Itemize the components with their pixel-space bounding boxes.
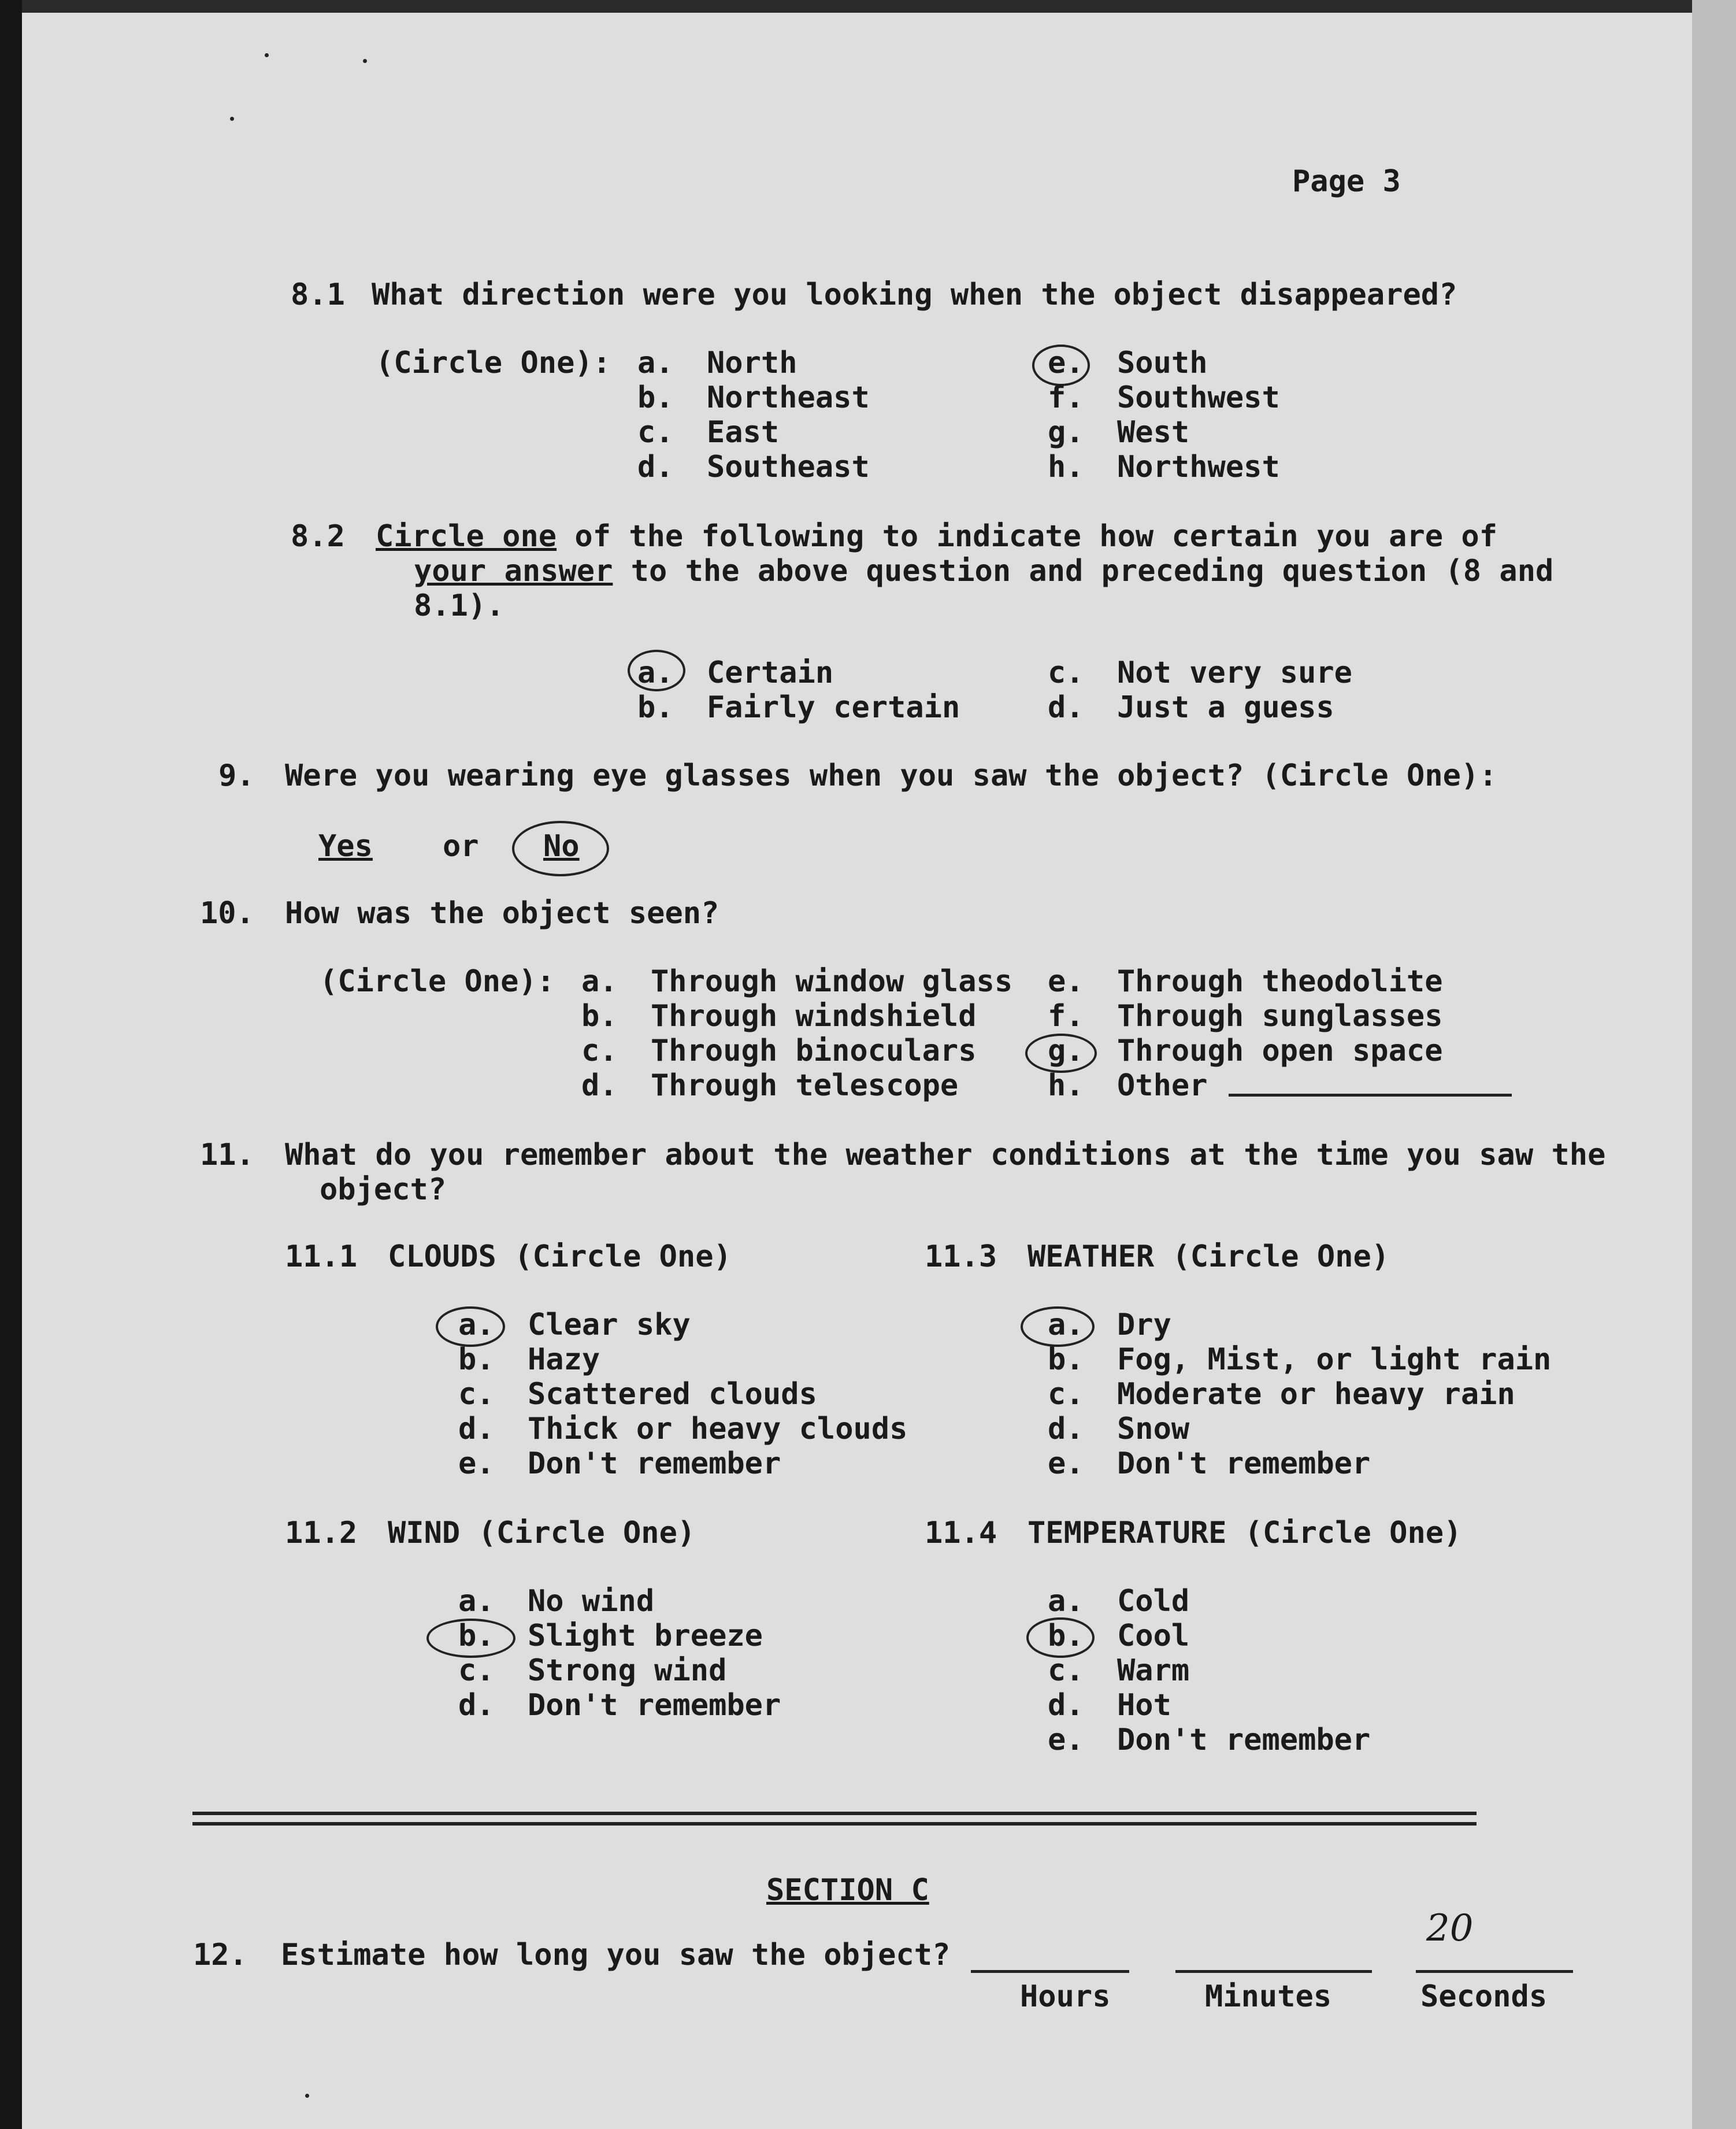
q10-text: How was the object seen? (285, 896, 719, 931)
wind-option-letter: d. (458, 1688, 495, 1723)
q8-1-option-letter: a. (637, 346, 674, 380)
q8-2-number: 8.2 (291, 519, 345, 554)
q8-2-option-letter: d. (1048, 690, 1084, 725)
q11-4-number: 11.4 (925, 1516, 997, 1550)
temperature-option-cold: Cold (1117, 1584, 1190, 1619)
q8-1-option-south: South (1117, 346, 1208, 380)
weather-option-dont-remember: Don't remember (1117, 1446, 1371, 1481)
wind-option-dont-remember: Don't remember (528, 1688, 781, 1723)
q10-option-theodolite: Through theodolite (1117, 964, 1443, 999)
q10-option-windshield: Through windshield (651, 999, 977, 1034)
weather-option-letter: a. (1048, 1308, 1084, 1342)
wind-option-letter: c. (458, 1653, 495, 1688)
scan-speck (230, 117, 234, 121)
weather-option-letter: b. (1048, 1342, 1084, 1377)
weather-option-dry: Dry (1117, 1308, 1171, 1342)
q8-2-line2-rest: to the above question and preceding question (8 and (613, 554, 1554, 588)
q9-number: 9. (218, 758, 255, 793)
clouds-option-letter: b. (458, 1342, 495, 1377)
q10-option-window-glass: Through window glass (651, 964, 1013, 999)
q8-2-line1-rest: of the following to indicate how certain you are of (557, 519, 1498, 554)
q8-1-option-letter: b. (637, 380, 674, 415)
clouds-option-hazy: Hazy (528, 1342, 600, 1377)
q8-1-option-letter: c. (637, 415, 674, 450)
clouds-option-thick: Thick or heavy clouds (528, 1412, 908, 1446)
wind-option-slight-breeze: Slight breeze (528, 1619, 763, 1653)
q8-1-option-letter: d. (637, 450, 674, 484)
temperature-option-letter: d. (1048, 1688, 1084, 1723)
q10-option-binoculars: Through binoculars (651, 1034, 977, 1068)
q9-no: No (543, 829, 580, 864)
q10-option-letter: d. (581, 1068, 618, 1103)
page-number: Page 3 (1292, 164, 1401, 199)
q8-2-line1 (376, 519, 1497, 554)
seconds-handwritten-value: 20 (1426, 1907, 1474, 1950)
q11-3-title: WEATHER (Circle One) (1027, 1239, 1390, 1274)
clouds-option-clear-sky: Clear sky (528, 1308, 691, 1342)
q10-option-letter: h. (1048, 1068, 1084, 1103)
q8-1-option-east: East (707, 415, 780, 450)
hours-blank-line (971, 1970, 1129, 1973)
temperature-option-hot: Hot (1117, 1688, 1171, 1723)
scan-speck (363, 59, 367, 63)
temperature-option-letter: c. (1048, 1653, 1084, 1688)
q8-1-option-northeast: Northeast (707, 380, 870, 415)
q10-option-letter: f. (1048, 999, 1084, 1034)
q11-4-title: TEMPERATURE (Circle One) (1027, 1516, 1462, 1550)
clouds-option-scattered: Scattered clouds (528, 1377, 817, 1412)
q8-2-line2 (414, 554, 1553, 588)
q11-3-number: 11.3 (925, 1239, 997, 1274)
q10-option-letter: c. (581, 1034, 618, 1068)
q8-1-option-letter: g. (1048, 415, 1084, 450)
q10-number: 10. (200, 896, 254, 931)
hours-label: Hours (1020, 1979, 1111, 2014)
q8-1-option-northwest: Northwest (1117, 450, 1280, 484)
temperature-option-letter: b. (1048, 1619, 1084, 1653)
wind-option-no-wind: No wind (528, 1584, 655, 1619)
q12-text: Estimate how long you saw the object? (281, 1938, 951, 1972)
q8-1-instruction: (Circle One): (376, 346, 611, 380)
q11-2-number: 11.2 (285, 1516, 358, 1550)
q8-1-option-north: North (707, 346, 797, 380)
q8-1-option-letter: e. (1048, 346, 1084, 380)
q8-2-option-letter: b. (637, 690, 674, 725)
q8-2-lead: Circle one (376, 519, 557, 554)
minutes-blank-line (1175, 1970, 1372, 1973)
q8-2-option-letter: a. (637, 656, 674, 690)
scan-left-edge (0, 0, 22, 2129)
q10-option-letter: b. (581, 999, 618, 1034)
wind-option-letter: b. (458, 1619, 495, 1653)
q8-2-option-just-a-guess: Just a guess (1117, 690, 1334, 725)
weather-option-letter: e. (1048, 1446, 1084, 1481)
q12-number: 12. (193, 1938, 247, 1972)
weather-option-letter: d. (1048, 1412, 1084, 1446)
q9-text: Were you wearing eye glasses when you saw the object? (Circle One): (285, 758, 1497, 793)
q10-instruction: (Circle One): (320, 964, 555, 999)
q8-2-line3: 8.1). (414, 588, 505, 623)
form-page (22, 13, 1692, 2129)
clouds-option-letter: e. (458, 1446, 495, 1481)
q8-2-underlined-phrase: your answer (414, 554, 613, 588)
q8-1-number: 8.1 (291, 277, 345, 312)
q8-1-option-southeast: Southeast (707, 450, 870, 484)
q8-2-option-not-very-sure: Not very sure (1117, 656, 1352, 690)
section-c-title: SECTION C (766, 1873, 929, 1908)
scan-speck (265, 53, 269, 57)
weather-option-letter: c. (1048, 1377, 1084, 1412)
clouds-option-letter: d. (458, 1412, 495, 1446)
seconds-label: Seconds (1420, 1979, 1548, 2014)
clouds-option-letter: c. (458, 1377, 495, 1412)
weather-option-snow: Snow (1117, 1412, 1190, 1446)
section-divider-top (192, 1812, 1477, 1815)
weather-option-rain: Moderate or heavy rain (1117, 1377, 1515, 1412)
q9-yes: Yes (318, 829, 373, 864)
q10-option-other: Other (1117, 1068, 1208, 1103)
temperature-option-letter: a. (1048, 1584, 1084, 1619)
q11-number: 11. (200, 1138, 254, 1172)
q8-2-option-letter: c. (1048, 656, 1084, 690)
q11-line2: object? (320, 1172, 447, 1207)
temperature-option-warm: Warm (1117, 1653, 1190, 1688)
q10-option-open-space: Through open space (1117, 1034, 1443, 1068)
q8-1-option-southwest: Southwest (1117, 380, 1280, 415)
temperature-option-letter: e. (1048, 1723, 1084, 1757)
q8-1-option-west: West (1117, 415, 1190, 450)
q8-1-option-letter: f. (1048, 380, 1084, 415)
temperature-option-dont-remember: Don't remember (1117, 1723, 1371, 1757)
clouds-option-letter: a. (458, 1308, 495, 1342)
clouds-option-dont-remember: Don't remember (528, 1446, 781, 1481)
scan-right-edge (1692, 0, 1736, 2129)
q11-line1: What do you remember about the weather conditions at the time you saw the (285, 1138, 1606, 1172)
q9-or: or (443, 829, 479, 864)
q11-1-title: CLOUDS (Circle One) (388, 1239, 732, 1274)
q10-option-telescope: Through telescope (651, 1068, 959, 1103)
section-divider-bottom (192, 1822, 1477, 1826)
q8-2-option-certain: Certain (707, 656, 834, 690)
q10-option-letter: e. (1048, 964, 1084, 999)
q10-other-blank-line (1229, 1094, 1512, 1097)
temperature-option-cool: Cool (1117, 1619, 1190, 1653)
scan-speck (305, 2094, 309, 2098)
q10-option-letter: g. (1048, 1034, 1084, 1068)
weather-option-fog: Fog, Mist, or light rain (1117, 1342, 1552, 1377)
seconds-blank-line (1416, 1970, 1573, 1973)
q8-2-option-fairly-certain: Fairly certain (707, 690, 960, 725)
wind-option-letter: a. (458, 1584, 495, 1619)
q8-1-text: What direction were you looking when the object disappeared? (372, 277, 1457, 312)
q11-1-number: 11.1 (285, 1239, 358, 1274)
q10-option-letter: a. (581, 964, 618, 999)
q10-option-sunglasses: Through sunglasses (1117, 999, 1443, 1034)
q8-1-option-letter: h. (1048, 450, 1084, 484)
q11-2-title: WIND (Circle One) (388, 1516, 696, 1550)
minutes-label: Minutes (1205, 1979, 1332, 2014)
wind-option-strong-wind: Strong wind (528, 1653, 727, 1688)
